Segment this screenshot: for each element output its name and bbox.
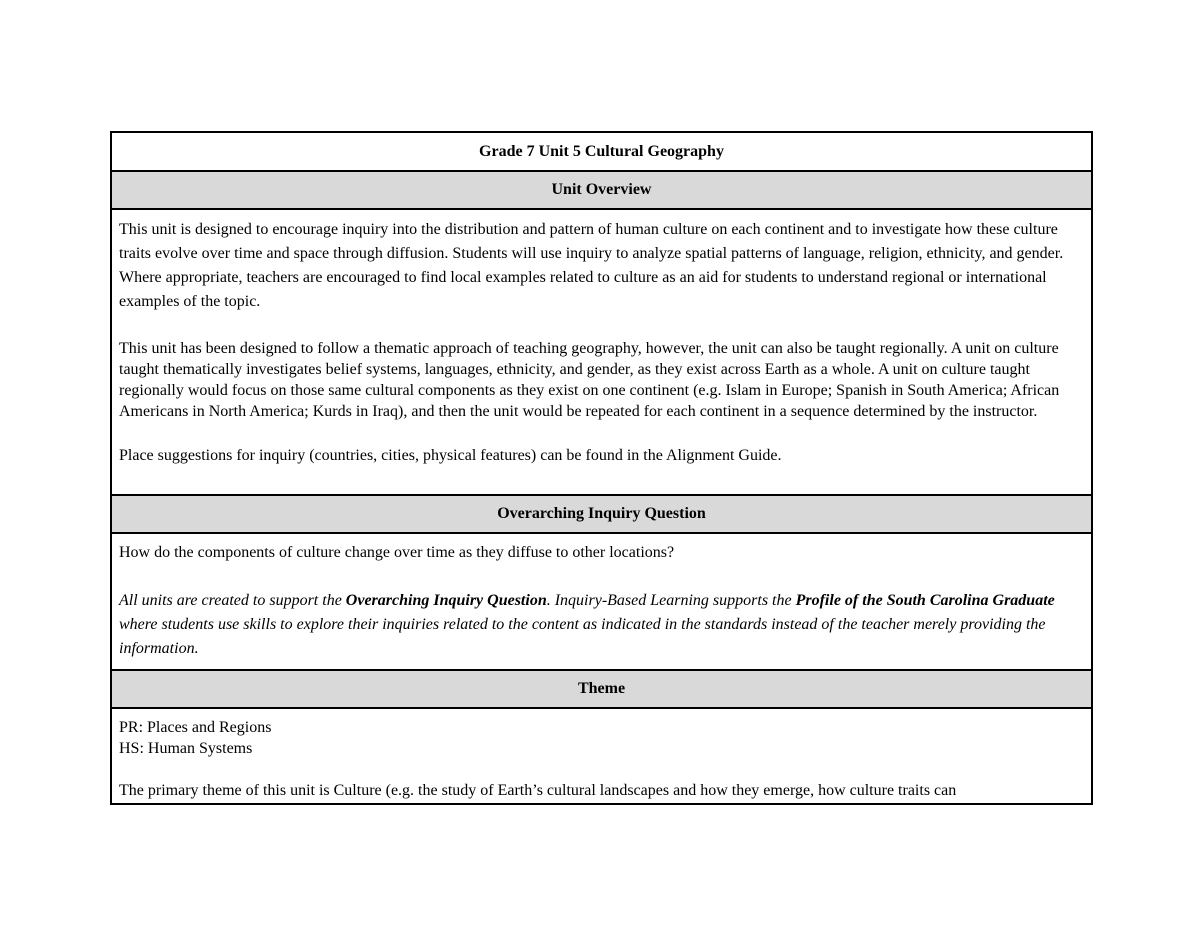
inquiry-question-body [112,534,1091,671]
unit-overview-heading: Unit Overview [112,172,1091,210]
note-text-2: . Inquiry-Based Learning supports the [546,592,796,609]
inquiry-question-text: How do the components of culture change over time as they diffuse to other locations? [119,544,675,561]
document-title: Grade 7 Unit 5 Cultural Geography [112,133,1091,172]
note-text-1: All units are created to support the [119,592,346,609]
unit-overview-body [112,210,1091,496]
inquiry-support-note [119,589,1083,661]
theme-spacer [119,759,1083,780]
theme-item-places-regions: PR: Places and Regions [119,719,272,736]
unit-table [110,131,1093,805]
inquiry-question-heading: Overarching Inquiry Question [112,496,1091,534]
note-bold-inquiry-question: Overarching Inquiry Question [345,592,547,609]
unit-overview-paragraph-2: This unit has been designed to follow a thematic approach of teaching geography, however, the unit can also be taught regionally. A unit on culture taught thematically investigates belief systems, languages, ethnicity, and gender, as they exist across Earth as a whole. A unit on culture taught regionally would focus on those same cultural components as they exist on one continent (e.g. Islam in Europe; Spanish in South America; African Americans in North America; Kurds in Iraq), and then the unit would be repeated for each continent in a sequence determined by the instructor. [119,340,1060,420]
theme-heading: Theme [112,671,1091,709]
note-bold-profile-graduate: Profile of the South Carolina Graduate [795,592,1055,609]
unit-overview-paragraph-3: Place suggestions for inquiry (countries, cities, physical features) can be found in the Alignment Guide. [119,447,782,464]
theme-body [112,709,1091,801]
theme-item-human-systems: HS: Human Systems [119,740,253,757]
theme-primary-text: The primary theme of this unit is Culture (e.g. the study of Earth’s cultural landscapes and how they emerge, how culture traits can [119,782,957,799]
unit-overview-paragraph-1: This unit is designed to encourage inquiry into the distribution and pattern of human culture on each continent and to investigate how these culture traits evolve over time and space through diffusion. Students will use inquiry to analyze spatial patterns of language, religion, ethnicity, and gender. Where appropriate, teachers are encouraged to find local examples related to culture as an aid for students to understand regional or international examples of the topic. [119,221,1064,310]
note-text-3: where students use skills to explore their inquiries related to the content as indicated in the standards instead of the teacher merely providing the information. [119,616,1046,657]
